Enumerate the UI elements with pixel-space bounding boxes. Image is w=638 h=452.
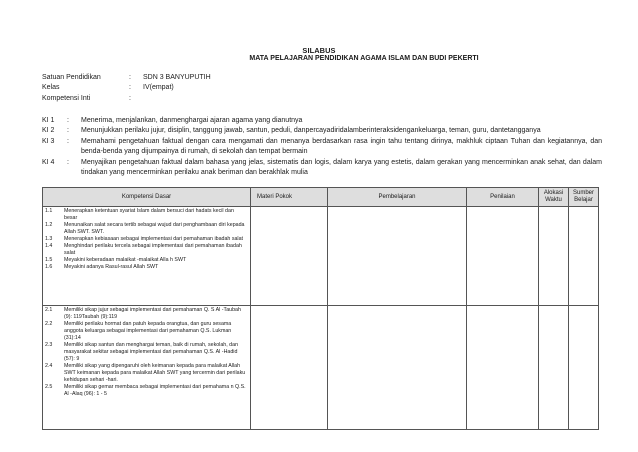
alokasi-cell [539, 306, 569, 430]
kd-item [45, 222, 248, 236]
pembelajaran-cell [328, 207, 467, 306]
kd-text: Memiliki sikap santun dan menghargai teman, baik di rumah, sekolah, dan masyarakat sekitar sebagai implementasi dari pemahaman Q.S. Al -Hadid (57): 9 [64, 342, 239, 362]
header-kompetensi-dasar: Kompetensi Dasar [43, 188, 251, 207]
kd-item [45, 384, 248, 398]
penilaian-cell [467, 306, 539, 430]
kd-text: Memiliki sikap gemar membaca sebagai implementasi dari pemahama n Q.S. Al -Alaq (96): 1 - 5 [64, 384, 246, 397]
kd-item [45, 257, 248, 264]
kd-text: Memiliki perilaku hormat dan patuh kepada orangtua, dan guru sesama anggota keluarga sebagai implementasi dari pemahaman Q.S. Lukman (31):14 [64, 321, 232, 341]
kd-number: 1.2 [45, 222, 53, 228]
ki-colon: : [67, 158, 69, 166]
kd-number: 2.1 [45, 307, 53, 313]
ki-text: Menunjukkan perilaku jujur, disiplin, tanggung jawab, santun, peduli, danpercayadiridalamberinteraksidengankeluarga, teman, guru, dantetangganya [81, 127, 541, 135]
kd-item [45, 208, 248, 222]
table-row [43, 207, 599, 306]
kd-number: 1.5 [45, 257, 53, 263]
kd-number: 1.3 [45, 236, 53, 242]
meta-colon: : [129, 94, 131, 102]
ki-colon: : [67, 127, 69, 135]
identity-block [42, 73, 211, 104]
meta-value: SDN 3 BANYUPUTIH [143, 74, 211, 81]
kd-number: 2.3 [45, 342, 53, 348]
header-penilaian: Penilaian [467, 188, 539, 207]
materi-cell [251, 306, 328, 430]
kd-text: Menghindari perilaku tercela sebagai implementasi dari pemahaman ibadah salat [64, 243, 242, 256]
header-pembelajaran: Pembelajaran [328, 188, 467, 207]
kd-item [45, 243, 248, 257]
meta-colon: : [129, 84, 131, 92]
kd-number: 1.1 [45, 208, 53, 214]
ki-row [42, 137, 602, 158]
kd-text: Meyakini keberadaan malaikat -malaikat Alla h SWT [64, 257, 187, 263]
meta-row-kompetensi-inti [42, 94, 211, 104]
ki-text: Menyajikan pengetahuan faktual dalam bahasa yang jelas, sistematis dan logis, dalam karya yang estetis, dalam gerakan yang mencerminkan anak sehat, dan dalam tindakan yang mencerminkan perilaku anak beriman dan berakhlak mulia [81, 158, 602, 177]
syllabus-table [42, 187, 599, 430]
header-alokasi-waktu: Alokasi Waktu [539, 188, 569, 207]
document-title: SILABUS [302, 46, 336, 55]
ki-code: KI 3 [42, 137, 55, 145]
ki-text: Menerima, menjalankan, danmenghargai ajaran agama yang dianutnya [81, 117, 303, 124]
kd-item [45, 264, 248, 271]
kd-cell [43, 207, 251, 306]
table-row [43, 306, 599, 430]
ki-colon: : [67, 137, 69, 145]
kd-text: Menerapkan ketentuan syariat Islam dalam bersuci dari hadats kecil dan besar [64, 208, 234, 221]
meta-label: Kelas [42, 84, 60, 92]
ki-row [42, 158, 602, 179]
ki-row [42, 126, 602, 136]
header-sumber-belajar: Sumber Belajar [569, 188, 599, 207]
kd-number: 1.4 [45, 243, 53, 249]
core-competencies [42, 116, 602, 178]
meta-label: Kompetensi Inti [42, 94, 91, 102]
ki-code: KI 2 [42, 127, 55, 135]
ki-row [42, 116, 602, 126]
kd-text: Menunaikan salat secara tertib sebagai wujud dari penghambaan diri kepada Allah SWT. SWT. [64, 222, 245, 235]
header-materi-pokok: Materi Pokok [251, 188, 328, 207]
pembelajaran-cell [328, 306, 467, 430]
kd-number: 2.5 [45, 384, 53, 390]
meta-label: Satuan Pendidikan [42, 74, 101, 81]
meta-row-satuan [42, 73, 211, 83]
kd-item [45, 307, 248, 321]
kd-item [45, 342, 248, 363]
kd-item [45, 363, 248, 384]
kd-item [45, 321, 248, 342]
kd-text: Memiliki sikap yang dipengaruhi oleh keimanan kepada para malaikat Allah SWT keimanan kepada para malaikat Allah SWT yang tercermin dari perilaku kehidupan sehari -hari. [64, 363, 246, 383]
ki-text: Memahami pengetahuan faktual dengan cara mengamati dan menanya berdasarkan rasa ingin tahu tentang dirinya, makhluk ciptaan Tuhan dan kegiatannya, dan benda-benda yang dijumpainya di rumah, di sekolah dan tempat bermain [81, 137, 602, 156]
kd-number: 2.4 [45, 363, 53, 369]
document-subtitle: MATA PELAJARAN PENDIDIKAN AGAMA ISLAM DAN BUDI PEKERTI [249, 55, 479, 62]
kd-number: 2.2 [45, 321, 53, 327]
kd-text: Meyakini adanya Rasul-rasul Allah SWT [64, 264, 159, 270]
ki-code: KI 1 [42, 117, 55, 124]
sumber-cell [569, 306, 599, 430]
kd-text: Memiliki sikap jujur sebagai implementasi dari pemahaman Q. S Al -Taubah (9): 119Taubah (9):119 [64, 307, 241, 320]
kd-number: 1.6 [45, 264, 53, 270]
kd-item [45, 236, 248, 243]
kd-cell [43, 306, 251, 430]
materi-cell [251, 207, 328, 306]
table-header-row [43, 188, 599, 207]
kd-text: Menerapkan kebiasaan sebagai implementasi dari pemahaman ibadah salat [64, 236, 244, 242]
ki-colon: : [67, 117, 69, 124]
sumber-cell [569, 207, 599, 306]
penilaian-cell [467, 207, 539, 306]
meta-row-kelas [42, 83, 211, 93]
meta-colon: : [129, 74, 131, 81]
alokasi-cell [539, 207, 569, 306]
ki-code: KI 4 [42, 158, 55, 166]
meta-value: IV(empat) [143, 84, 174, 92]
